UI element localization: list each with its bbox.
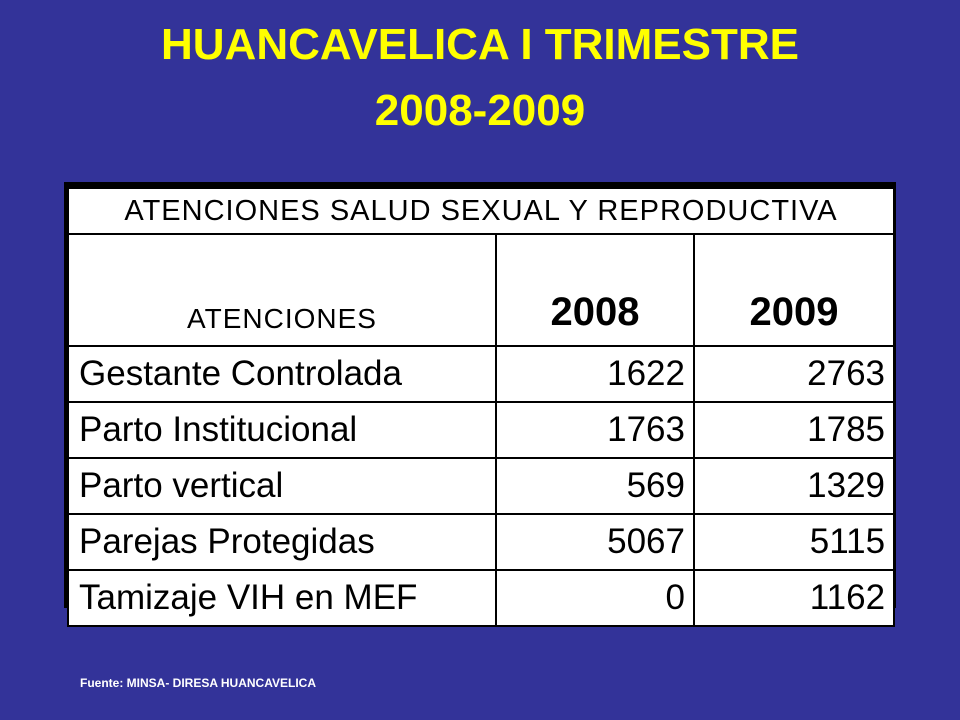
slide-title-line2: 2008-2009	[374, 86, 586, 135]
table-caption-row	[68, 188, 894, 235]
table-row	[68, 346, 894, 402]
cell-2009: 1785	[694, 402, 894, 458]
cell-2009: 5115	[694, 514, 894, 570]
cell-2009: 2763	[694, 346, 894, 402]
cell-2008: 5067	[496, 514, 694, 570]
column-header-2009: 2009	[694, 234, 894, 346]
row-label: Parejas Protegidas	[68, 514, 496, 570]
table-row	[68, 402, 894, 458]
cell-2009: 1329	[694, 458, 894, 514]
row-label: Gestante Controlada	[68, 346, 496, 402]
source-note: Fuente: MINSA- DIRESA HUANCAVELICA	[80, 676, 316, 690]
cell-2008: 1763	[496, 402, 694, 458]
table-row	[68, 570, 894, 626]
table-row	[68, 514, 894, 570]
table-row	[68, 458, 894, 514]
table-header-row	[68, 234, 894, 346]
attentions-table	[67, 186, 895, 627]
row-label: Parto vertical	[68, 458, 496, 514]
column-header-2008: 2008	[496, 234, 694, 346]
row-label: Parto Institucional	[68, 402, 496, 458]
attentions-table-container	[64, 182, 896, 617]
column-header-atenciones: ATENCIONES	[68, 234, 496, 346]
table-caption: ATENCIONES SALUD SEXUAL Y REPRODUCTIVA	[68, 188, 894, 235]
cell-2008: 1622	[496, 346, 694, 402]
cell-2008: 0	[496, 570, 694, 626]
slide-title-line1: HUANCAVELICA I TRIMESTRE	[161, 20, 799, 69]
cell-2009: 1162	[694, 570, 894, 626]
cell-2008: 569	[496, 458, 694, 514]
row-label: Tamizaje VIH en MEF	[68, 570, 496, 626]
